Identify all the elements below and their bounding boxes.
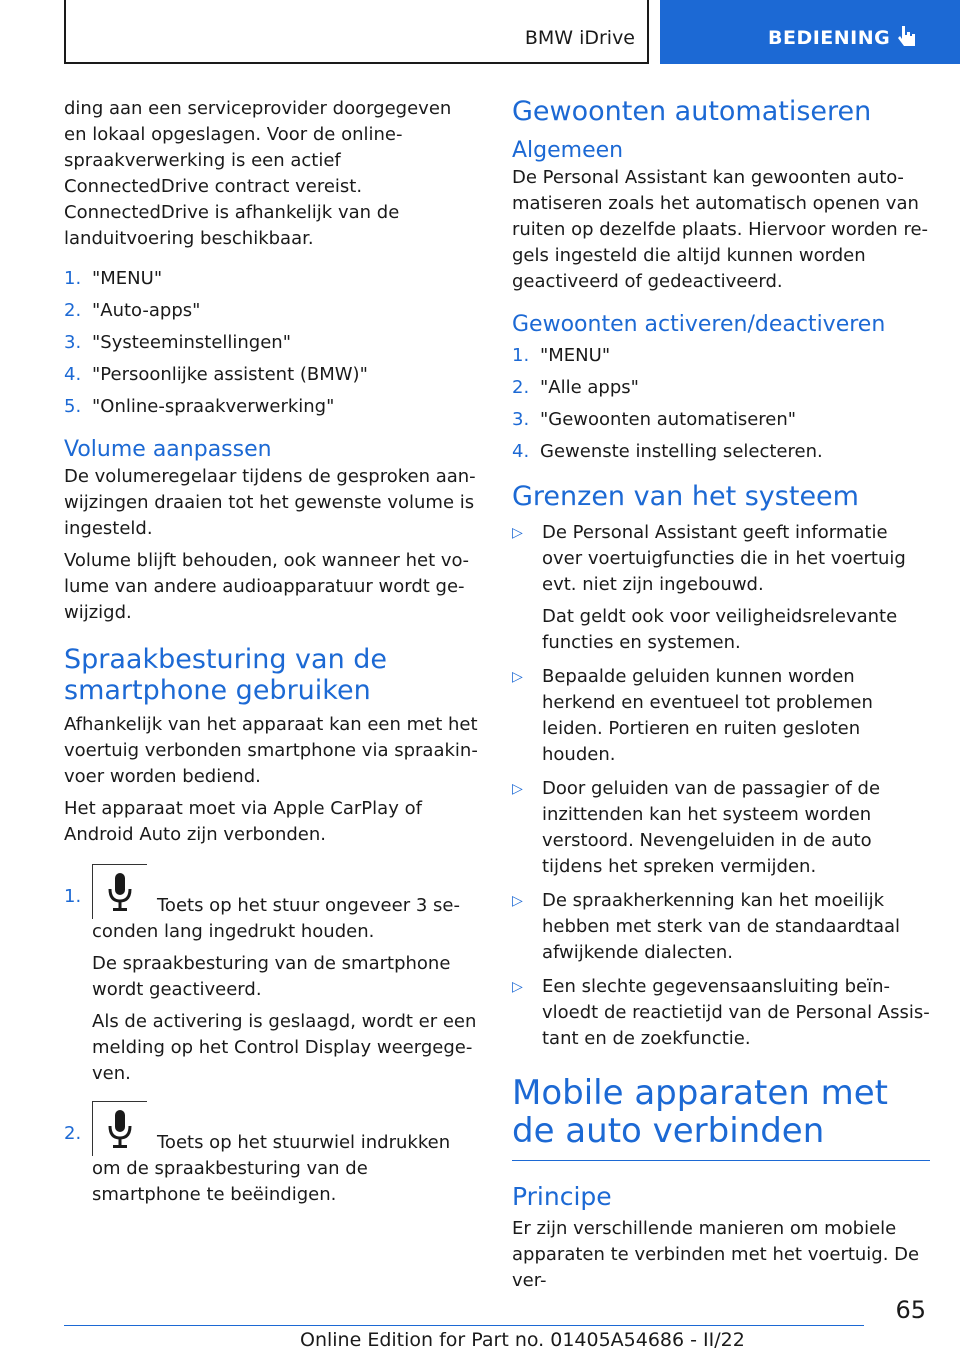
general-paragraph: De Personal Assistant kan gewoonten automatiseren zoals het automatisch openen van ruiten op dezelfde plaats. Hiervoor worden regels ingesteld die altijd kunnen worden geactiveerd of gedeactiveerd. [512,167,929,292]
limit-text: De Personal Assistant geeft informatie over voertuigfuncties die in het voertuig evt. niet zijn ingebouwd. [542,522,906,595]
step-number: 1. [64,886,82,907]
step-text: "Gewoonten automatiseren" [540,409,797,430]
step-number: 2. [512,377,530,398]
voice-button-box [92,1101,147,1156]
mic-step-text: Toets op het stuur ongeveer 3 seconden lang ingedrukt houden. [92,895,460,942]
voice-button-box [92,864,147,919]
list-item [512,520,930,656]
volume-paragraph-1: De volumeregelaar tijdens de gesproken aanwijzingen draaien tot het gewenste volume is ingesteld. [64,466,476,539]
microphone-icon [107,1110,133,1150]
footer-edition: Online Edition for Part no. 01405A54686 - II/22 [300,1329,745,1351]
limit-text: Bepaalde geluiden kunnen worden herkend en eventueel tot problemen leiden. Portieren en ruiten gesloten houden. [542,666,873,765]
step-number: 3. [64,332,82,353]
volume-heading: Volume aanpassen [64,437,272,462]
list-item [64,266,478,292]
mic-step-1 [64,864,478,1087]
header-section-title: BMW iDrive [524,27,635,49]
header-section-box [64,0,649,64]
principle-heading: Principe [512,1182,612,1211]
activate-steps-list [512,343,930,465]
header-chapter-box [660,0,960,64]
triangle-bullet-icon: ▷ [512,525,523,541]
smartphone-heading: Spraakbesturing van de smartphone gebruiken [64,644,388,706]
step-text: "MENU" [92,268,163,289]
step-text: "Alle apps" [540,377,639,398]
limit-sub-text: Dat geldt ook voor veiligheidsrelevante functies en systemen. [542,606,898,653]
list-item [512,375,930,401]
step-number: 3. [512,409,530,430]
triangle-bullet-icon: ▷ [512,781,523,797]
list-item [64,394,478,420]
hand-pointer-icon [896,24,918,50]
list-item [512,974,930,1052]
page-number: 65 [895,1296,926,1324]
habits-heading: Gewoonten automatiseren [512,96,872,127]
general-heading: Algemeen [512,138,624,163]
step-number: 1. [64,268,82,289]
step-text: "Systeeminstellingen" [92,332,291,353]
step-number: 2. [64,300,82,321]
step-number: 4. [64,364,82,385]
triangle-bullet-icon: ▷ [512,669,523,685]
list-item [512,343,930,369]
smartphone-paragraph-2: Het apparaat moet via Apple CarPlay of Android Auto zijn verbonden. [64,798,422,845]
principle-paragraph: Er zijn verschillende manieren om mobiele apparaten te verbinden met het voertuig. De ver- [512,1218,920,1291]
step-text: "Persoonlijke assistent (BMW)" [92,364,368,385]
step-number: 4. [512,441,530,462]
volume-paragraph-2: Volume blijft behouden, ook wanneer het volume van andere audioapparatuur wordt gewijzigd. [64,550,470,623]
mic-step-sub-2: Als de activering is geslaagd, wordt er een melding op het Control Display weergegeven. [92,1011,477,1084]
mic-step-text: Toets op het stuurwiel indrukken om de spraakbesturing van de smartphone te beëindigen. [92,1132,451,1205]
limit-text: De spraakherkenning kan het moeilijk hebben met sterk van de standaardtaal afwijkende dialecten. [542,890,901,963]
list-item [512,439,930,465]
list-item [512,407,930,433]
step-text: "Auto-apps" [92,300,201,321]
mic-step-2 [64,1101,478,1208]
settings-steps-list [64,266,478,420]
step-number: 2. [64,1123,82,1144]
triangle-bullet-icon: ▷ [512,979,523,995]
list-item [64,362,478,388]
footer-divider [64,1325,864,1326]
microphone-icon [107,873,133,913]
list-item [64,298,478,324]
list-item [512,664,930,768]
limits-list [512,520,930,1052]
triangle-bullet-icon: ▷ [512,893,523,909]
list-item [64,330,478,356]
activate-heading: Gewoonten activeren/deactiveren [512,312,886,337]
mic-step-sub-1: De spraakbesturing van de smartphone wordt geactiveerd. [92,953,451,1000]
step-text: Gewenste instelling selecteren. [540,441,823,462]
step-text: "MENU" [540,345,611,366]
smartphone-paragraph-1: Afhankelijk van het apparaat kan een met het voertuig verbonden smartphone via spraakinvoer worden bediend. [64,714,478,787]
header-chapter-title: BEDIENING [768,27,891,49]
mobile-heading: Mobile apparaten met de auto verbinden [512,1073,888,1151]
limits-heading: Grenzen van het systeem [512,481,859,512]
left-column [64,96,478,1214]
limit-text: Een slechte gegevensaansluiting beïnvloedt de reactietijd van de Personal Assistant en de zoekfunctie. [542,976,930,1049]
right-column [512,96,930,1300]
intro-paragraph: ding aan een serviceprovider doorgegeven en lokaal opgeslagen. Voor de online-spraakverwerking is een actief ConnectedDrive contract vereist. ConnectedDrive is afhankelijk van de landuitvoering beschikbaar. [64,98,452,249]
step-number: 1. [512,345,530,366]
limit-text: Door geluiden van de passagier of de inzittenden kan het systeem worden verstoord. Nevengeluiden in de auto tijdens het spreken vermijden. [542,778,881,877]
mobile-heading-block [512,1074,930,1161]
list-item [512,776,930,880]
list-item [512,888,930,966]
step-text: "Online-spraakverwerking" [92,396,335,417]
step-number: 5. [64,396,82,417]
